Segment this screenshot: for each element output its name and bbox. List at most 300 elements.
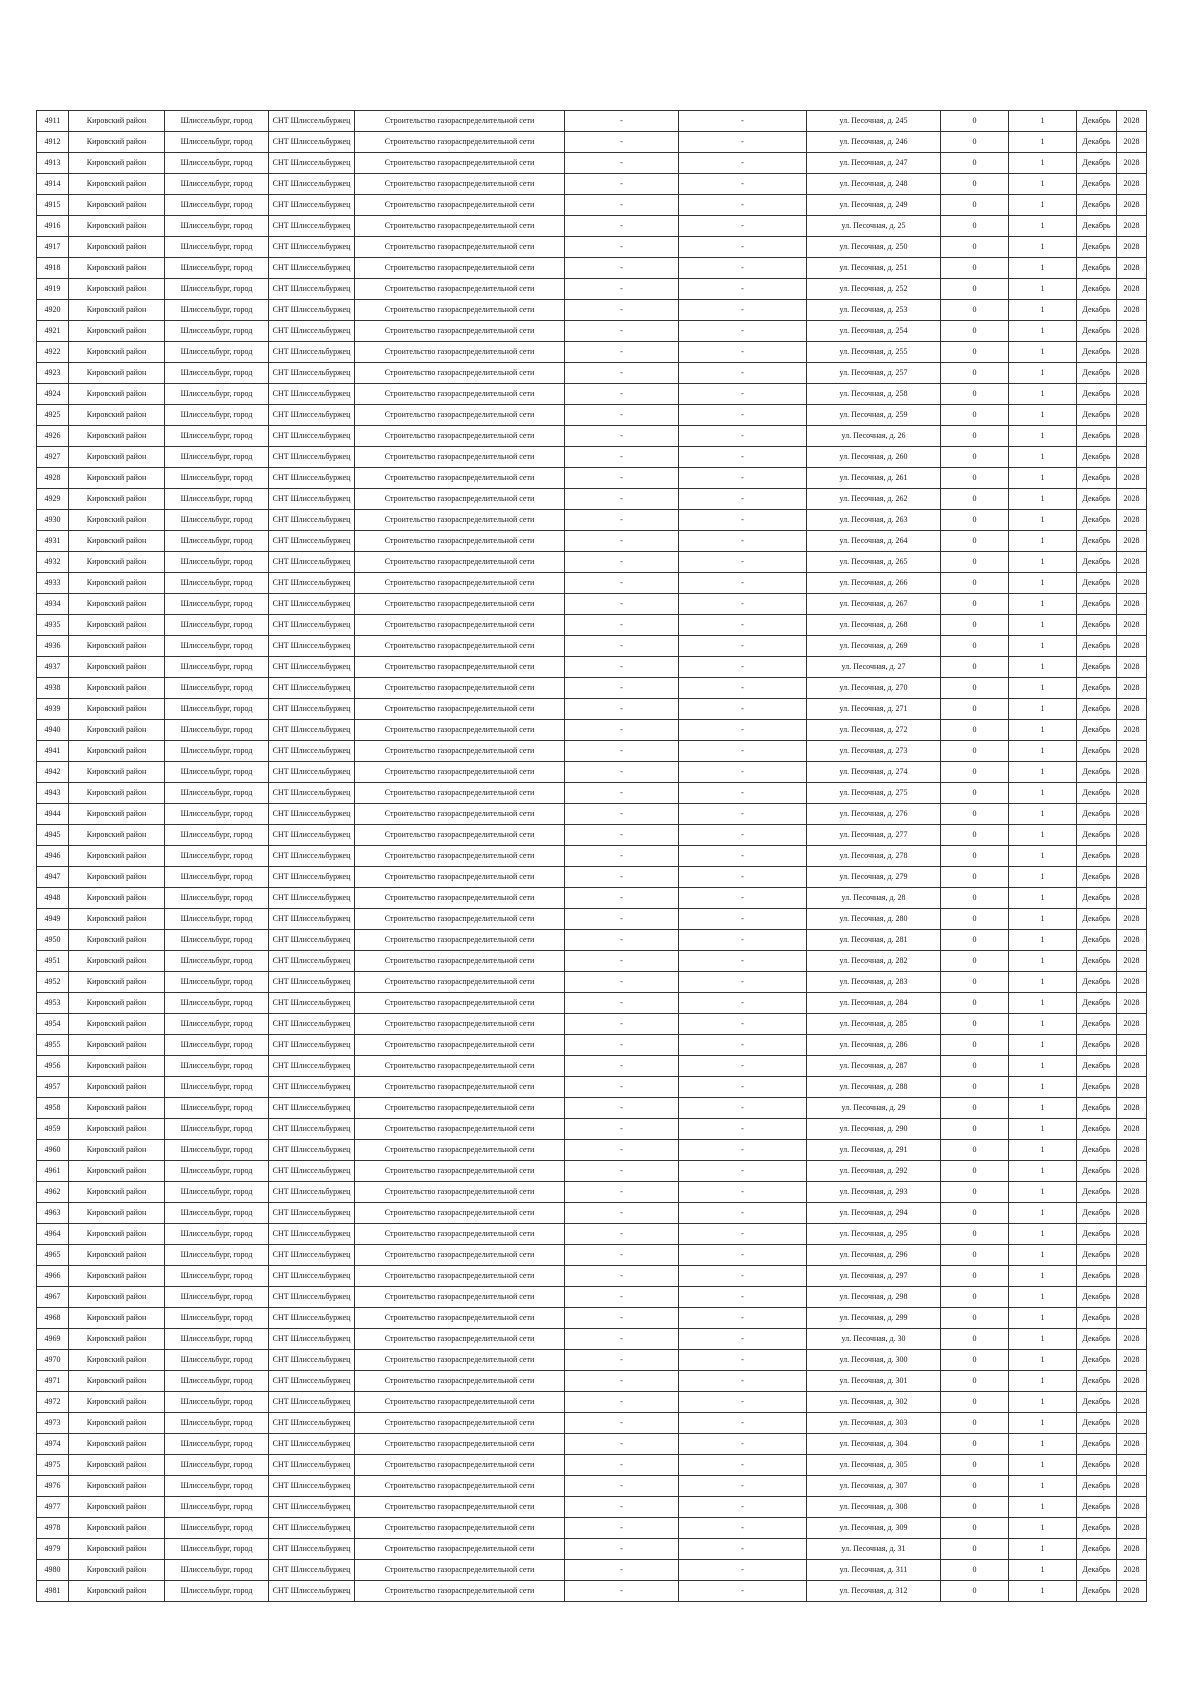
value-zero-cell: 0 (941, 363, 1009, 384)
year-cell: 2028 (1117, 1224, 1147, 1245)
dash-cell: - (565, 300, 679, 321)
dash-cell: - (565, 573, 679, 594)
dash-cell: - (565, 1266, 679, 1287)
dash-cell: - (679, 1329, 807, 1350)
dash-cell: - (679, 1518, 807, 1539)
settlement-cell: Шлиссельбург, город (165, 1434, 269, 1455)
district-cell: Кировский район (69, 1413, 165, 1434)
month-cell: Декабрь (1077, 258, 1117, 279)
dash-cell: - (679, 216, 807, 237)
settlement-cell: Шлиссельбург, город (165, 657, 269, 678)
year-cell: 2028 (1117, 1245, 1147, 1266)
address-cell: ул. Песочная, д. 309 (807, 1518, 941, 1539)
value-one-cell: 1 (1009, 216, 1077, 237)
settlement-cell: Шлиссельбург, город (165, 153, 269, 174)
row-number-cell: 4961 (37, 1161, 69, 1182)
dash-cell: - (679, 531, 807, 552)
row-number-cell: 4945 (37, 825, 69, 846)
snt-cell: СНТ Шлиссельбуржец (269, 363, 355, 384)
settlement-cell: Шлиссельбург, город (165, 384, 269, 405)
snt-cell: СНТ Шлиссельбуржец (269, 510, 355, 531)
dash-cell: - (565, 1434, 679, 1455)
row-number-cell: 4947 (37, 867, 69, 888)
year-cell: 2028 (1117, 1539, 1147, 1560)
month-cell: Декабрь (1077, 657, 1117, 678)
month-cell: Декабрь (1077, 1329, 1117, 1350)
table-row (37, 468, 1147, 489)
district-cell: Кировский район (69, 426, 165, 447)
dash-cell: - (565, 1497, 679, 1518)
dash-cell: - (565, 384, 679, 405)
settlement-cell: Шлиссельбург, город (165, 300, 269, 321)
value-one-cell: 1 (1009, 1098, 1077, 1119)
value-one-cell: 1 (1009, 552, 1077, 573)
dash-cell: - (679, 741, 807, 762)
table-row (37, 1224, 1147, 1245)
year-cell: 2028 (1117, 1518, 1147, 1539)
district-cell: Кировский район (69, 594, 165, 615)
row-number-cell: 4938 (37, 678, 69, 699)
year-cell: 2028 (1117, 237, 1147, 258)
table-row (37, 405, 1147, 426)
row-number-cell: 4932 (37, 552, 69, 573)
dash-cell: - (565, 552, 679, 573)
dash-cell: - (565, 1581, 679, 1602)
settlement-cell: Шлиссельбург, город (165, 1203, 269, 1224)
value-zero-cell: 0 (941, 1224, 1009, 1245)
value-zero-cell: 0 (941, 1098, 1009, 1119)
value-one-cell: 1 (1009, 531, 1077, 552)
table-row (37, 279, 1147, 300)
settlement-cell: Шлиссельбург, город (165, 468, 269, 489)
year-cell: 2028 (1117, 1266, 1147, 1287)
dash-cell: - (565, 216, 679, 237)
address-cell: ул. Песочная, д. 312 (807, 1581, 941, 1602)
dash-cell: - (679, 321, 807, 342)
district-cell: Кировский район (69, 1455, 165, 1476)
dash-cell: - (679, 1182, 807, 1203)
settlement-cell: Шлиссельбург, город (165, 510, 269, 531)
year-cell: 2028 (1117, 258, 1147, 279)
snt-cell: СНТ Шлиссельбуржец (269, 447, 355, 468)
row-number-cell: 4955 (37, 1035, 69, 1056)
value-zero-cell: 0 (941, 720, 1009, 741)
value-one-cell: 1 (1009, 972, 1077, 993)
year-cell: 2028 (1117, 615, 1147, 636)
table-row (37, 636, 1147, 657)
value-one-cell: 1 (1009, 258, 1077, 279)
work-type-cell: Строительство газораспределительной сети (355, 930, 565, 951)
value-one-cell: 1 (1009, 174, 1077, 195)
value-one-cell: 1 (1009, 468, 1077, 489)
settlement-cell: Шлиссельбург, город (165, 1182, 269, 1203)
value-zero-cell: 0 (941, 216, 1009, 237)
value-zero-cell: 0 (941, 258, 1009, 279)
dash-cell: - (565, 153, 679, 174)
month-cell: Декабрь (1077, 699, 1117, 720)
year-cell: 2028 (1117, 972, 1147, 993)
value-zero-cell: 0 (941, 195, 1009, 216)
district-cell: Кировский район (69, 1161, 165, 1182)
settlement-cell: Шлиссельбург, город (165, 993, 269, 1014)
table-row (37, 531, 1147, 552)
dash-cell: - (679, 1350, 807, 1371)
month-cell: Декабрь (1077, 1056, 1117, 1077)
settlement-cell: Шлиссельбург, город (165, 1476, 269, 1497)
dash-cell: - (679, 783, 807, 804)
address-cell: ул. Песочная, д. 257 (807, 363, 941, 384)
snt-cell: СНТ Шлиссельбуржец (269, 1539, 355, 1560)
snt-cell: СНТ Шлиссельбуржец (269, 699, 355, 720)
row-number-cell: 4980 (37, 1560, 69, 1581)
year-cell: 2028 (1117, 342, 1147, 363)
address-cell: ул. Песочная, д. 258 (807, 384, 941, 405)
dash-cell: - (565, 1329, 679, 1350)
district-cell: Кировский район (69, 1056, 165, 1077)
year-cell: 2028 (1117, 1413, 1147, 1434)
settlement-cell: Шлиссельбург, город (165, 846, 269, 867)
dash-cell: - (679, 1266, 807, 1287)
snt-cell: СНТ Шлиссельбуржец (269, 1224, 355, 1245)
year-cell: 2028 (1117, 594, 1147, 615)
row-number-cell: 4958 (37, 1098, 69, 1119)
dash-cell: - (679, 1497, 807, 1518)
month-cell: Декабрь (1077, 636, 1117, 657)
month-cell: Декабрь (1077, 132, 1117, 153)
row-number-cell: 4959 (37, 1119, 69, 1140)
address-cell: ул. Песочная, д. 276 (807, 804, 941, 825)
snt-cell: СНТ Шлиссельбуржец (269, 657, 355, 678)
year-cell: 2028 (1117, 1350, 1147, 1371)
snt-cell: СНТ Шлиссельбуржец (269, 972, 355, 993)
dash-cell: - (679, 258, 807, 279)
address-cell: ул. Песочная, д. 271 (807, 699, 941, 720)
year-cell: 2028 (1117, 657, 1147, 678)
snt-cell: СНТ Шлиссельбуржец (269, 1056, 355, 1077)
district-cell: Кировский район (69, 888, 165, 909)
address-cell: ул. Песочная, д. 30 (807, 1329, 941, 1350)
value-zero-cell: 0 (941, 468, 1009, 489)
work-type-cell: Строительство газораспределительной сети (355, 762, 565, 783)
work-type-cell: Строительство газораспределительной сети (355, 300, 565, 321)
address-cell: ул. Песочная, д. 267 (807, 594, 941, 615)
month-cell: Декабрь (1077, 1161, 1117, 1182)
dash-cell: - (565, 741, 679, 762)
district-cell: Кировский район (69, 1224, 165, 1245)
value-zero-cell: 0 (941, 1350, 1009, 1371)
address-cell: ул. Песочная, д. 301 (807, 1371, 941, 1392)
value-zero-cell: 0 (941, 426, 1009, 447)
snt-cell: СНТ Шлиссельбуржец (269, 678, 355, 699)
value-one-cell: 1 (1009, 279, 1077, 300)
year-cell: 2028 (1117, 1434, 1147, 1455)
district-cell: Кировский район (69, 636, 165, 657)
row-number-cell: 4944 (37, 804, 69, 825)
table-row (37, 762, 1147, 783)
month-cell: Декабрь (1077, 1413, 1117, 1434)
table-row (37, 1392, 1147, 1413)
value-one-cell: 1 (1009, 1560, 1077, 1581)
year-cell: 2028 (1117, 1329, 1147, 1350)
year-cell: 2028 (1117, 1014, 1147, 1035)
table-row (37, 1476, 1147, 1497)
row-number-cell: 4913 (37, 153, 69, 174)
dash-cell: - (679, 762, 807, 783)
district-cell: Кировский район (69, 1497, 165, 1518)
address-cell: ул. Песочная, д. 290 (807, 1119, 941, 1140)
row-number-cell: 4914 (37, 174, 69, 195)
value-zero-cell: 0 (941, 993, 1009, 1014)
dash-cell: - (565, 783, 679, 804)
year-cell: 2028 (1117, 930, 1147, 951)
value-zero-cell: 0 (941, 1518, 1009, 1539)
year-cell: 2028 (1117, 1371, 1147, 1392)
settlement-cell: Шлиссельбург, город (165, 1266, 269, 1287)
work-type-cell: Строительство газораспределительной сети (355, 1098, 565, 1119)
month-cell: Декабрь (1077, 678, 1117, 699)
value-zero-cell: 0 (941, 1287, 1009, 1308)
dash-cell: - (565, 972, 679, 993)
work-type-cell: Строительство газораспределительной сети (355, 1245, 565, 1266)
dash-cell: - (679, 1014, 807, 1035)
settlement-cell: Шлиссельбург, город (165, 1560, 269, 1581)
row-number-cell: 4954 (37, 1014, 69, 1035)
value-one-cell: 1 (1009, 573, 1077, 594)
snt-cell: СНТ Шлиссельбуржец (269, 174, 355, 195)
dash-cell: - (679, 1119, 807, 1140)
row-number-cell: 4971 (37, 1371, 69, 1392)
value-one-cell: 1 (1009, 951, 1077, 972)
dash-cell: - (565, 1392, 679, 1413)
year-cell: 2028 (1117, 762, 1147, 783)
settlement-cell: Шлиссельбург, город (165, 783, 269, 804)
month-cell: Декабрь (1077, 1287, 1117, 1308)
value-one-cell: 1 (1009, 783, 1077, 804)
address-cell: ул. Песочная, д. 254 (807, 321, 941, 342)
address-cell: ул. Песочная, д. 245 (807, 111, 941, 132)
table-row (37, 552, 1147, 573)
table-row (37, 1161, 1147, 1182)
address-cell: ул. Песочная, д. 283 (807, 972, 941, 993)
settlement-cell: Шлиссельбург, город (165, 1224, 269, 1245)
snt-cell: СНТ Шлиссельбуржец (269, 468, 355, 489)
work-type-cell: Строительство газораспределительной сети (355, 405, 565, 426)
district-cell: Кировский район (69, 363, 165, 384)
district-cell: Кировский район (69, 405, 165, 426)
settlement-cell: Шлиссельбург, город (165, 531, 269, 552)
value-zero-cell: 0 (941, 825, 1009, 846)
value-one-cell: 1 (1009, 699, 1077, 720)
value-zero-cell: 0 (941, 1014, 1009, 1035)
dash-cell: - (565, 132, 679, 153)
snt-cell: СНТ Шлиссельбуржец (269, 846, 355, 867)
row-number-cell: 4917 (37, 237, 69, 258)
value-one-cell: 1 (1009, 111, 1077, 132)
value-one-cell: 1 (1009, 1077, 1077, 1098)
value-zero-cell: 0 (941, 279, 1009, 300)
snt-cell: СНТ Шлиссельбуржец (269, 405, 355, 426)
row-number-cell: 4937 (37, 657, 69, 678)
value-one-cell: 1 (1009, 825, 1077, 846)
dash-cell: - (565, 846, 679, 867)
district-cell: Кировский район (69, 1182, 165, 1203)
settlement-cell: Шлиссельбург, город (165, 867, 269, 888)
work-type-cell: Строительство газораспределительной сети (355, 1581, 565, 1602)
district-cell: Кировский район (69, 699, 165, 720)
year-cell: 2028 (1117, 825, 1147, 846)
work-type-cell: Строительство газораспределительной сети (355, 342, 565, 363)
month-cell: Декабрь (1077, 1560, 1117, 1581)
work-type-cell: Строительство газораспределительной сети (355, 1119, 565, 1140)
district-cell: Кировский район (69, 321, 165, 342)
year-cell: 2028 (1117, 951, 1147, 972)
work-type-cell: Строительство газораспределительной сети (355, 699, 565, 720)
year-cell: 2028 (1117, 1392, 1147, 1413)
district-cell: Кировский район (69, 1476, 165, 1497)
work-type-cell: Строительство газораспределительной сети (355, 741, 565, 762)
table-row (37, 363, 1147, 384)
table-row (37, 195, 1147, 216)
work-type-cell: Строительство газораспределительной сети (355, 1434, 565, 1455)
snt-cell: СНТ Шлиссельбуржец (269, 1392, 355, 1413)
month-cell: Декабрь (1077, 174, 1117, 195)
dash-cell: - (679, 804, 807, 825)
row-number-cell: 4918 (37, 258, 69, 279)
dash-cell: - (679, 951, 807, 972)
table-row (37, 741, 1147, 762)
work-type-cell: Строительство газораспределительной сети (355, 384, 565, 405)
settlement-cell: Шлиссельбург, город (165, 1413, 269, 1434)
settlement-cell: Шлиссельбург, город (165, 1287, 269, 1308)
settlement-cell: Шлиссельбург, город (165, 447, 269, 468)
dash-cell: - (679, 111, 807, 132)
table-row (37, 930, 1147, 951)
month-cell: Декабрь (1077, 762, 1117, 783)
address-cell: ул. Песочная, д. 308 (807, 1497, 941, 1518)
value-one-cell: 1 (1009, 132, 1077, 153)
value-zero-cell: 0 (941, 972, 1009, 993)
dash-cell: - (565, 405, 679, 426)
table-row (37, 132, 1147, 153)
snt-cell: СНТ Шлиссельбуржец (269, 909, 355, 930)
work-type-cell: Строительство газораспределительной сети (355, 1140, 565, 1161)
dash-cell: - (565, 1224, 679, 1245)
snt-cell: СНТ Шлиссельбуржец (269, 1098, 355, 1119)
value-zero-cell: 0 (941, 846, 1009, 867)
value-one-cell: 1 (1009, 615, 1077, 636)
row-number-cell: 4934 (37, 594, 69, 615)
settlement-cell: Шлиссельбург, город (165, 741, 269, 762)
snt-cell: СНТ Шлиссельбуржец (269, 1518, 355, 1539)
value-one-cell: 1 (1009, 237, 1077, 258)
dash-cell: - (565, 1371, 679, 1392)
district-cell: Кировский район (69, 279, 165, 300)
value-zero-cell: 0 (941, 321, 1009, 342)
district-cell: Кировский район (69, 174, 165, 195)
address-cell: ул. Песочная, д. 266 (807, 573, 941, 594)
table-row (37, 510, 1147, 531)
month-cell: Декабрь (1077, 1098, 1117, 1119)
address-cell: ул. Песочная, д. 291 (807, 1140, 941, 1161)
value-one-cell: 1 (1009, 888, 1077, 909)
value-zero-cell: 0 (941, 1119, 1009, 1140)
row-number-cell: 4941 (37, 741, 69, 762)
month-cell: Декабрь (1077, 153, 1117, 174)
settlement-cell: Шлиссельбург, город (165, 1455, 269, 1476)
table-row (37, 1329, 1147, 1350)
year-cell: 2028 (1117, 720, 1147, 741)
dash-cell: - (565, 1560, 679, 1581)
address-cell: ул. Песочная, д. 281 (807, 930, 941, 951)
snt-cell: СНТ Шлиссельбуржец (269, 300, 355, 321)
dash-cell: - (679, 132, 807, 153)
district-cell: Кировский район (69, 615, 165, 636)
dash-cell: - (679, 1287, 807, 1308)
row-number-cell: 4977 (37, 1497, 69, 1518)
value-zero-cell: 0 (941, 531, 1009, 552)
month-cell: Декабрь (1077, 1119, 1117, 1140)
work-type-cell: Строительство газораспределительной сети (355, 1035, 565, 1056)
settlement-cell: Шлиссельбург, город (165, 762, 269, 783)
month-cell: Декабрь (1077, 1497, 1117, 1518)
dash-cell: - (679, 1161, 807, 1182)
district-cell: Кировский район (69, 657, 165, 678)
dash-cell: - (565, 657, 679, 678)
value-one-cell: 1 (1009, 1518, 1077, 1539)
work-type-cell: Строительство газораспределительной сети (355, 1077, 565, 1098)
snt-cell: СНТ Шлиссельбуржец (269, 1203, 355, 1224)
district-cell: Кировский район (69, 1350, 165, 1371)
snt-cell: СНТ Шлиссельбуржец (269, 1245, 355, 1266)
snt-cell: СНТ Шлиссельбуржец (269, 111, 355, 132)
value-zero-cell: 0 (941, 804, 1009, 825)
row-number-cell: 4942 (37, 762, 69, 783)
month-cell: Декабрь (1077, 615, 1117, 636)
value-zero-cell: 0 (941, 1245, 1009, 1266)
value-zero-cell: 0 (941, 1434, 1009, 1455)
dash-cell: - (679, 972, 807, 993)
year-cell: 2028 (1117, 405, 1147, 426)
district-cell: Кировский район (69, 678, 165, 699)
table-row (37, 657, 1147, 678)
year-cell: 2028 (1117, 300, 1147, 321)
value-zero-cell: 0 (941, 237, 1009, 258)
year-cell: 2028 (1117, 1077, 1147, 1098)
value-zero-cell: 0 (941, 405, 1009, 426)
dash-cell: - (565, 1119, 679, 1140)
snt-cell: СНТ Шлиссельбуржец (269, 594, 355, 615)
value-one-cell: 1 (1009, 447, 1077, 468)
district-cell: Кировский район (69, 1077, 165, 1098)
row-number-cell: 4967 (37, 1287, 69, 1308)
address-cell: ул. Песочная, д. 293 (807, 1182, 941, 1203)
address-cell: ул. Песочная, д. 303 (807, 1413, 941, 1434)
dash-cell: - (679, 594, 807, 615)
row-number-cell: 4920 (37, 300, 69, 321)
address-cell: ул. Песочная, д. 297 (807, 1266, 941, 1287)
work-type-cell: Строительство газораспределительной сети (355, 951, 565, 972)
value-zero-cell: 0 (941, 1413, 1009, 1434)
dash-cell: - (565, 1518, 679, 1539)
dash-cell: - (679, 300, 807, 321)
dash-cell: - (679, 615, 807, 636)
value-one-cell: 1 (1009, 1392, 1077, 1413)
address-cell: ул. Песочная, д. 280 (807, 909, 941, 930)
district-cell: Кировский район (69, 531, 165, 552)
work-type-cell: Строительство газораспределительной сети (355, 615, 565, 636)
snt-cell: СНТ Шлиссельбуржец (269, 1287, 355, 1308)
value-one-cell: 1 (1009, 1056, 1077, 1077)
